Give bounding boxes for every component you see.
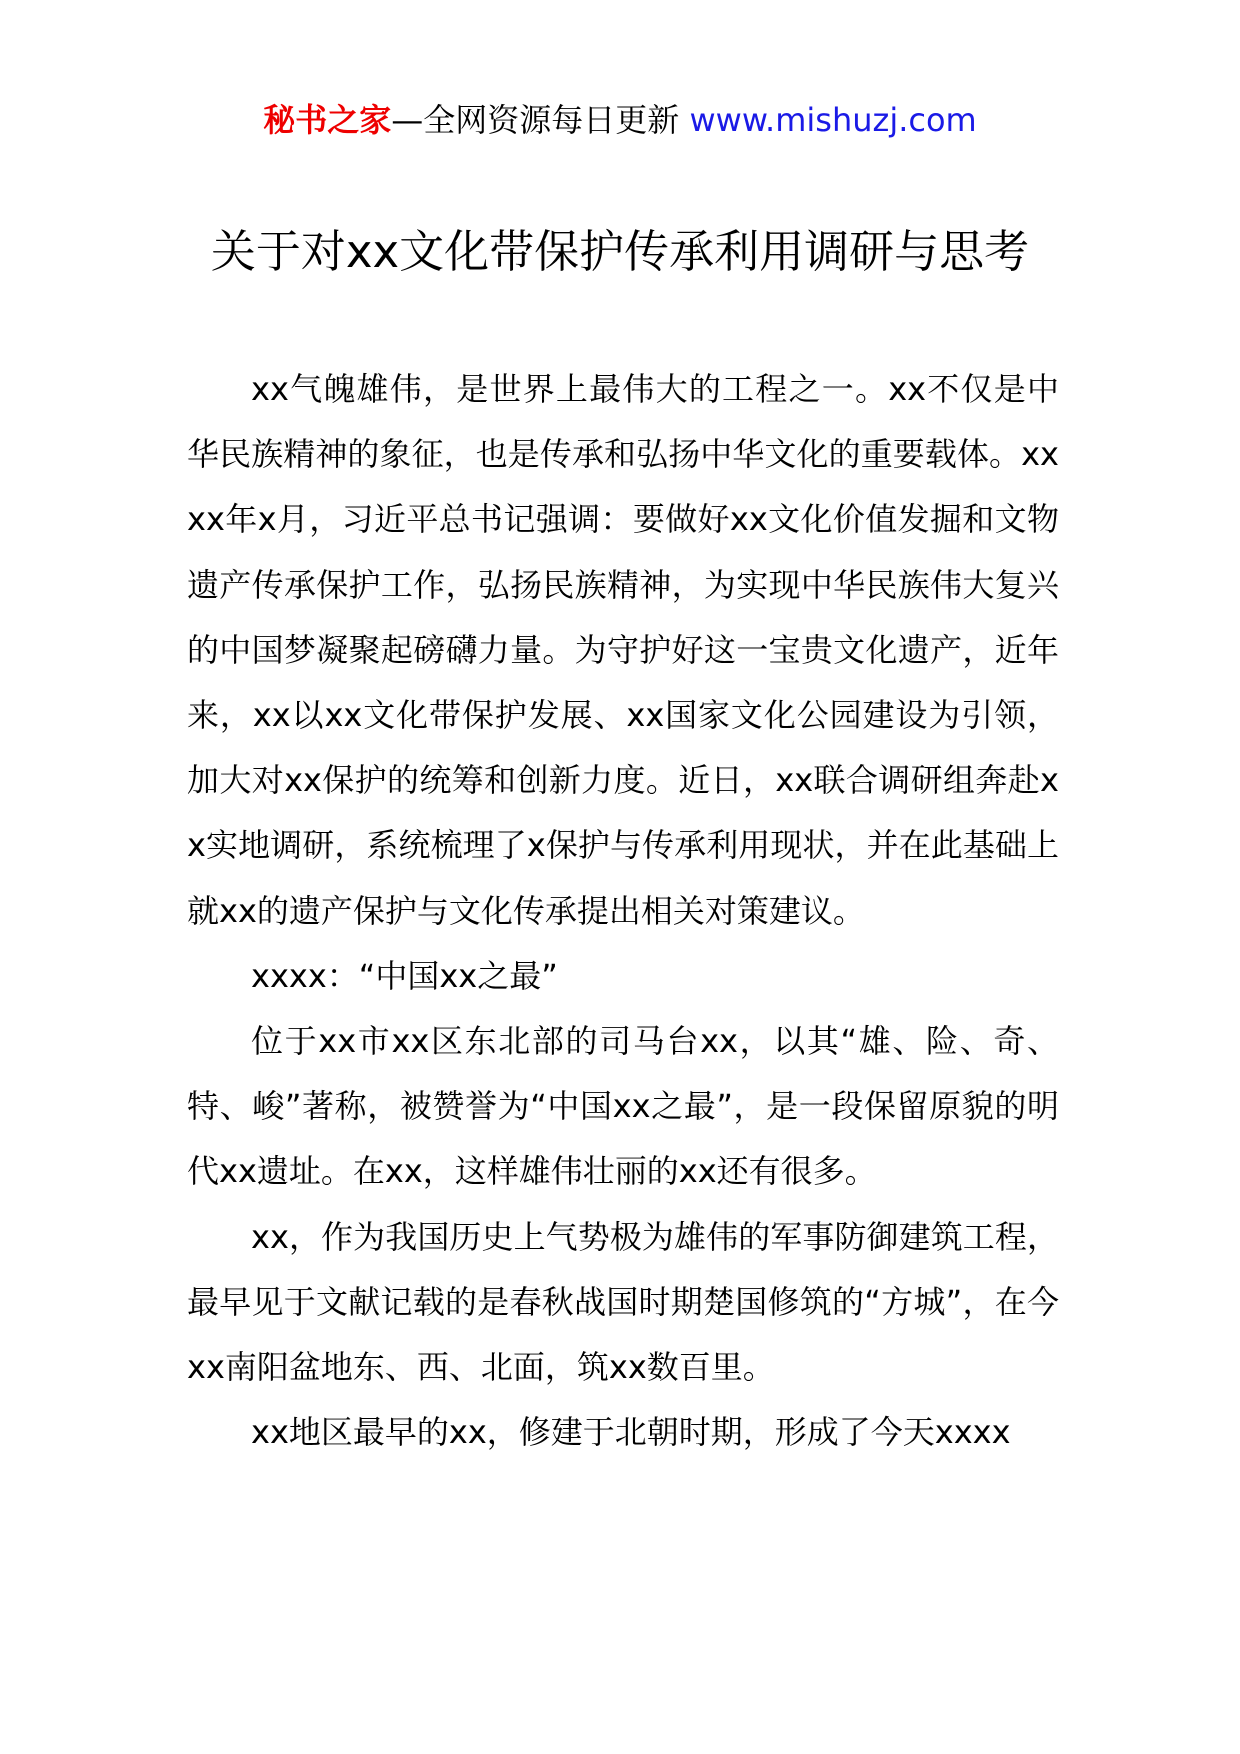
- document-body: [187, 357, 1059, 1465]
- paragraph-intro: xx气魄雄伟，是世界上最伟大的工程之一。xx不仅是中华民族精神的象征，也是传承和弘扬中华文化的重要载体。xxxx年x月，习近平总书记强调：要做好xx文化价值发掘和文物遗产传承保护工作，弘扬民族精神，为实现中华民族伟大复兴的中国梦凝聚起磅礴力量。为守护好这一宝贵文化遗产，近年来，xx以xx文化带保护发展、xx国家文化公园建设为引领，加大对xx保护的统筹和创新力度。近日，xx联合调研组奔赴xx实地调研，系统梳理了x保护与传承利用现状，并在此基础上就xx的遗产保护与文化传承提出相关对策建议。: [187, 370, 1059, 930]
- paragraph-simatai: 位于xx市xx区东北部的司马台xx，以其“雄、险、奇、特、峻”著称，被赞誉为“中国xx之最”，是一段保留原貌的明代xx遗址。在xx，这样雄伟壮丽的xx还有很多。: [187, 1022, 1059, 1191]
- site-header: [0, 98, 1240, 142]
- document-title: 关于对xx文化带保护传承利用调研与思考: [210, 225, 1030, 278]
- site-tagline: —全网资源每日更新: [391, 101, 690, 139]
- paragraph-history: xx，作为我国历史上气势极为雄伟的军事防御建筑工程，最早见于文献记载的是春秋战国时期楚国修筑的“方城”，在今xx南阳盆地东、西、北面，筑xx数百里。: [187, 1217, 1059, 1387]
- section-heading: xxxx：“中国xx之最”: [251, 956, 558, 995]
- paragraph-earliest: xx地区最早的xx，修建于北朝时期，形成了今天xxxx: [251, 1413, 1011, 1452]
- brand-name: 秘书之家: [263, 101, 392, 139]
- site-url-link[interactable]: www.mishuzj.com: [689, 101, 977, 139]
